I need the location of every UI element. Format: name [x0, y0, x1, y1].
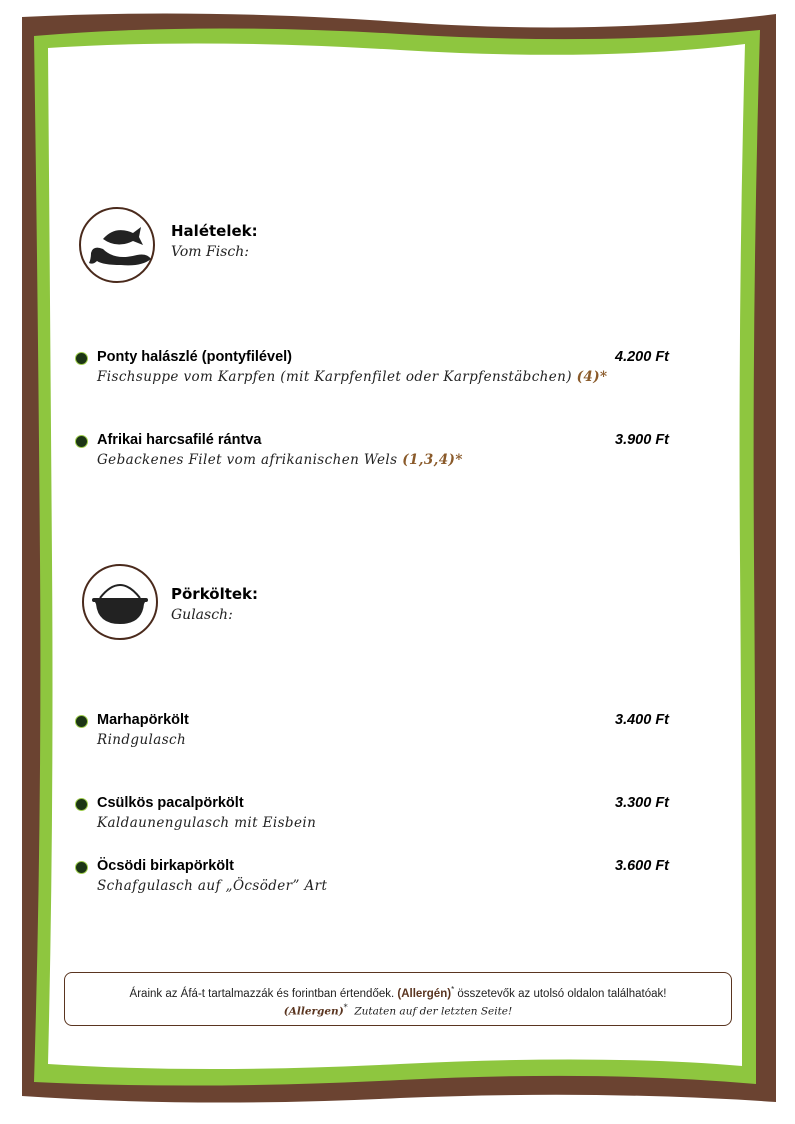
item-name: Afrikai harcsafilé rántva — [97, 432, 262, 448]
menu-item — [0, 349, 795, 399]
bullet-icon — [75, 352, 88, 365]
fish-icon — [79, 207, 155, 283]
menu-item — [0, 432, 795, 482]
item-price: 3.400 Ft — [615, 712, 669, 728]
item-description: Fischsuppe vom Karpfen (mit Karpfenfilet oder Karpfenstäbchen) (4)* — [97, 369, 608, 385]
allergen-code: (1,3,4)* — [402, 452, 463, 468]
item-price: 4.200 Ft — [615, 349, 669, 365]
item-description: Gebackenes Filet vom afrikanischen Wels (1,3,4)* — [97, 452, 463, 468]
bullet-icon — [75, 798, 88, 811]
bullet-icon — [75, 715, 88, 728]
footer-line-hungarian: Áraink az Áfá-t tartalmazzák és forintban értendőek. (Allergén)* összetevők az utolsó oldalon találhatóak! — [129, 985, 667, 1000]
item-name: Csülkös pacalpörkölt — [97, 795, 244, 811]
item-price: 3.300 Ft — [615, 795, 669, 811]
item-name: Marhapörkölt — [97, 712, 189, 728]
bullet-icon — [75, 861, 88, 874]
bullet-icon — [75, 435, 88, 448]
menu-item — [0, 858, 795, 908]
allergen-label: (Allergén) — [397, 987, 452, 1000]
cauldron-icon — [82, 564, 158, 640]
page-area — [48, 43, 745, 1069]
section-subtitle-fish: Vom Fisch: — [171, 244, 249, 260]
footer-line-german: (Allergen)* Zutaten auf der letzten Seite! — [283, 1002, 513, 1018]
item-name: Ponty halászlé (pontyfilével) — [97, 349, 292, 365]
item-name: Öcsödi birkapörkölt — [97, 858, 234, 874]
item-description: Rindgulasch — [97, 732, 187, 748]
menu-item — [0, 795, 795, 845]
section-subtitle-goulash: Gulasch: — [171, 607, 233, 623]
allergen-code: (4)* — [576, 369, 608, 385]
section-title-goulash: Pörköltek: — [171, 585, 259, 603]
item-description: Schafgulasch auf „Öcsöder” Art — [97, 878, 328, 894]
item-description: Kaldaunengulasch mit Eisbein — [97, 815, 317, 831]
section-title-fish: Halételek: — [171, 222, 258, 240]
item-price: 3.900 Ft — [615, 432, 669, 448]
menu-item — [0, 712, 795, 762]
footer-note — [64, 972, 732, 1026]
allergen-label: (Allergen) — [283, 1005, 344, 1018]
item-price: 3.600 Ft — [615, 858, 669, 874]
